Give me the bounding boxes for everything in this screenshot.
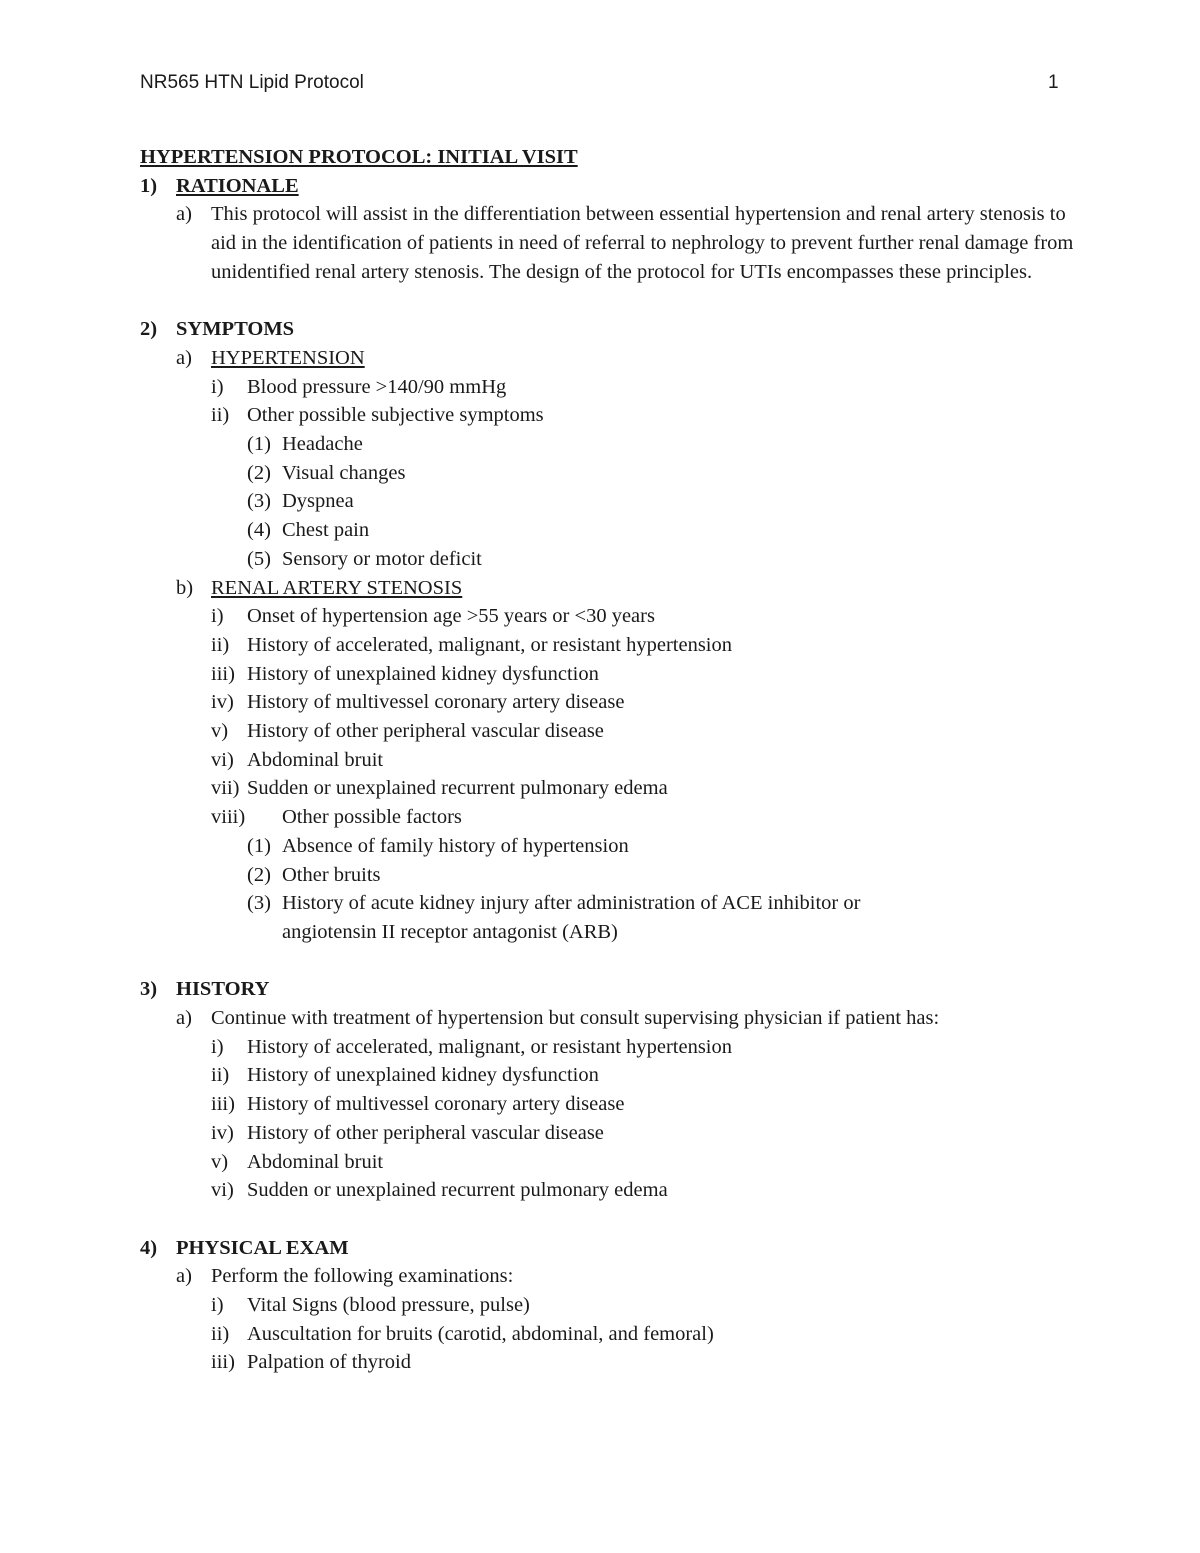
section-number: 2)	[140, 318, 158, 341]
list-item	[0, 487, 1200, 516]
item-marker: a)	[176, 203, 192, 226]
list-item	[0, 1033, 1200, 1062]
list-item	[0, 1176, 1200, 1205]
item-text: Absence of family history of hypertension	[282, 834, 629, 857]
item-marker: (1)	[247, 433, 271, 456]
subsection-title: HYPERTENSION	[211, 346, 365, 369]
item-marker: (5)	[247, 547, 271, 570]
list-item	[0, 545, 1200, 574]
running-header: NR565 HTN Lipid Protocol	[140, 72, 364, 93]
item-marker: vi)	[211, 1179, 234, 1202]
rationale-text: This protocol will assist in the differentiation between essential hypertension and renal artery stenosis to aid in the identification of patients in need of referral to nephrology to prevent further renal damage from unidentified renal artery stenosis. The design of the protocol for UTIs encompasses these principles.	[211, 203, 1074, 283]
item-text: Other bruits	[282, 863, 381, 886]
subsection-renal-artery-stenosis	[0, 574, 1200, 603]
section-title: SYMPTOMS	[176, 318, 295, 341]
item-text: Visual changes	[282, 461, 406, 484]
item-marker: viii)	[211, 806, 246, 829]
item-marker: (1)	[247, 834, 271, 857]
list-item	[0, 1004, 1200, 1033]
item-text: History of acute kidney injury after administration of ACE inhibitor or angiotensin II receptor antagonist (ARB)	[282, 892, 861, 943]
item-text: Sudden or unexplained recurrent pulmonary edema	[247, 1179, 668, 1202]
document-body	[0, 143, 1200, 1377]
item-text: Vital Signs (blood pressure, pulse)	[247, 1294, 530, 1317]
item-text: History of accelerated, malignant, or resistant hypertension	[247, 1035, 733, 1058]
list-item	[0, 660, 1200, 689]
item-text: Other possible subjective symptoms	[247, 404, 544, 427]
item-marker: v)	[211, 1150, 229, 1173]
subsection-title: RENAL ARTERY STENOSIS	[211, 576, 463, 599]
item-text: Abdominal bruit	[247, 1150, 384, 1173]
item-marker: (2)	[247, 461, 271, 484]
list-item	[0, 516, 1200, 545]
section-title: HISTORY	[176, 978, 270, 1001]
item-marker: (2)	[247, 863, 271, 886]
subsection-hypertension	[0, 344, 1200, 373]
section-title: PHYSICAL EXAM	[176, 1236, 349, 1259]
item-text: Other possible factors	[282, 806, 462, 829]
document-title: HYPERTENSION PROTOCOL: INITIAL VISIT	[140, 146, 578, 168]
list-item	[0, 602, 1200, 631]
item-text: History of multivessel coronary artery disease	[247, 1093, 625, 1116]
item-marker: v)	[211, 720, 229, 743]
item-text: Perform the following examinations:	[211, 1265, 514, 1288]
item-text: Palpation of thyroid	[247, 1351, 411, 1374]
item-marker: iii)	[211, 1093, 235, 1116]
list-item	[0, 1320, 1200, 1349]
item-text: Continue with treatment of hypertension but consult supervising physician if patient has:	[211, 1007, 940, 1030]
list-item	[0, 200, 1200, 286]
item-marker: i)	[211, 1294, 224, 1317]
item-marker: iii)	[211, 1351, 235, 1374]
list-item	[0, 861, 1200, 890]
item-marker: ii)	[211, 404, 230, 427]
list-item	[0, 401, 1200, 430]
section-heading-symptoms	[0, 315, 1200, 344]
item-marker: vi)	[211, 748, 234, 771]
item-marker: iv)	[211, 1121, 234, 1144]
list-item	[0, 373, 1200, 402]
item-marker: i)	[211, 1035, 224, 1058]
item-text: History of unexplained kidney dysfunction	[247, 662, 599, 685]
section-number: 3)	[140, 978, 158, 1001]
list-item	[0, 803, 1200, 832]
list-item	[0, 459, 1200, 488]
item-marker: (4)	[247, 519, 271, 542]
item-text: History of other peripheral vascular disease	[247, 1121, 604, 1144]
list-item	[0, 1090, 1200, 1119]
item-marker: ii)	[211, 1322, 230, 1345]
list-item	[0, 889, 1200, 946]
list-item	[0, 717, 1200, 746]
list-item	[0, 746, 1200, 775]
section-heading-history	[0, 975, 1200, 1004]
item-marker: a)	[176, 1265, 192, 1288]
item-text: Auscultation for bruits (carotid, abdominal, and femoral)	[247, 1322, 714, 1345]
item-text: History of other peripheral vascular disease	[247, 720, 604, 743]
list-item	[0, 1262, 1200, 1291]
section-title: RATIONALE	[176, 174, 299, 197]
list-item	[0, 688, 1200, 717]
item-marker: ii)	[211, 633, 230, 656]
item-marker: (3)	[247, 892, 271, 915]
item-text: Blood pressure >140/90 mmHg	[247, 375, 507, 398]
list-item	[0, 1291, 1200, 1320]
item-text: Onset of hypertension age >55 years or <30 years	[247, 605, 655, 628]
item-marker: iii)	[211, 662, 235, 685]
list-item	[0, 1061, 1200, 1090]
list-item	[0, 430, 1200, 459]
section-heading-rationale	[0, 172, 1200, 201]
list-item	[0, 832, 1200, 861]
section-heading-physical-exam	[0, 1234, 1200, 1263]
item-marker: i)	[211, 375, 224, 398]
item-text: History of unexplained kidney dysfunction	[247, 1064, 599, 1087]
item-marker: ii)	[211, 1064, 230, 1087]
item-marker: i)	[211, 605, 224, 628]
list-item	[0, 774, 1200, 803]
item-marker: a)	[176, 346, 192, 369]
list-item	[0, 631, 1200, 660]
item-text: Dyspnea	[282, 490, 354, 513]
section-number: 4)	[140, 1236, 158, 1259]
item-text: History of multivessel coronary artery disease	[247, 691, 625, 714]
section-number: 1)	[140, 174, 158, 197]
item-text: History of accelerated, malignant, or resistant hypertension	[247, 633, 733, 656]
item-marker: vii)	[211, 777, 240, 800]
list-item	[0, 1119, 1200, 1148]
item-marker: b)	[176, 576, 194, 599]
page-number: 1	[1048, 72, 1059, 93]
item-text: Sudden or unexplained recurrent pulmonary edema	[247, 777, 668, 800]
item-text: Headache	[282, 433, 363, 456]
list-item	[0, 1148, 1200, 1177]
list-item	[0, 1348, 1200, 1377]
item-text: Abdominal bruit	[247, 748, 384, 771]
item-text: Chest pain	[282, 519, 370, 542]
item-text: Sensory or motor deficit	[282, 547, 482, 570]
item-marker: (3)	[247, 490, 271, 513]
item-marker: iv)	[211, 691, 234, 714]
item-marker: a)	[176, 1007, 192, 1030]
